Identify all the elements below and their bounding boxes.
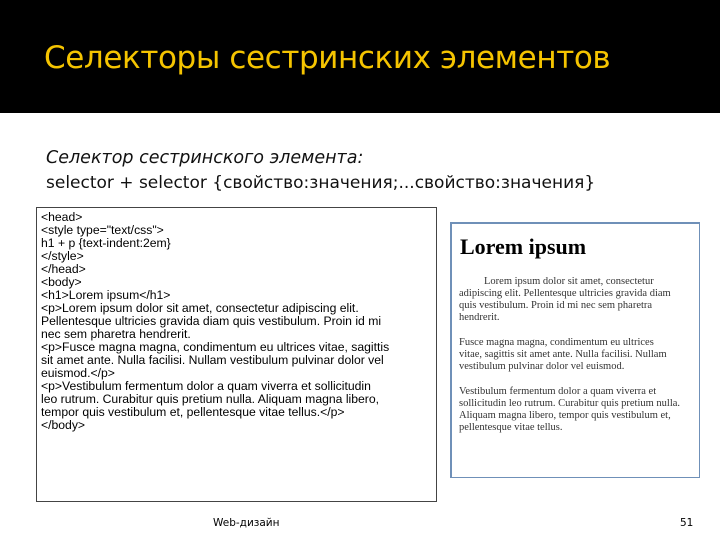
code-line: euismod.</p> <box>41 366 115 380</box>
preview-text-line: sollicitudin leo rutrum. Curabitur quis pretium nulla. <box>459 398 681 409</box>
preview-text-line: hendrerit. <box>459 312 500 323</box>
code-line: </body> <box>41 418 86 432</box>
code-line: tempor quis vestibulum et, pellentesque vitae tellus.</p> <box>41 405 345 419</box>
slide-subtitle: Селектор сестринского элемента: <box>46 148 364 168</box>
preview-text-line: vestibulum pulvinar dolor vel euismod. <box>459 361 625 372</box>
code-line: <p>Vestibulum fermentum dolor a quam viverra et sollicitudin <box>41 379 371 393</box>
title-bar <box>0 0 720 113</box>
code-line: h1 + p {text-indent:2em} <box>41 236 171 250</box>
code-line: <h1>Lorem ipsum</h1> <box>41 288 171 302</box>
slide-title: Селекторы сестринских элементов <box>44 40 611 76</box>
preview-text-line: vitae, sagittis sit amet ante. Nulla facilisi. Nullam <box>459 349 667 360</box>
code-line: nec sem pharetra hendrerit. <box>41 327 191 341</box>
code-line: <body> <box>41 275 82 289</box>
code-line: sit amet ante. Nulla facilisi. Nullam vestibulum pulvinar dolor vel <box>41 353 384 367</box>
code-line: <style type="text/css"> <box>41 223 164 237</box>
preview-text-line: Aliquam magna libero, tempor quis vestibulum et, <box>459 410 671 421</box>
code-line: </style> <box>41 249 84 263</box>
footer-label: Web-дизайн <box>213 517 280 529</box>
preview-text-line: adipiscing elit. Pellentesque ultricies gravida diam <box>459 288 671 299</box>
code-line: <p>Fusce magna magna, condimentum eu ultrices vitae, sagittis <box>41 340 390 354</box>
preview-heading: Lorem ipsum <box>460 234 587 259</box>
code-line: leo rutrum. Curabitur quis pretium nulla. Aliquam magna libero, <box>41 392 380 406</box>
preview-text-line: Vestibulum fermentum dolor a quam viverra et <box>459 386 657 397</box>
preview-text-line: Fusce magna magna, condimentum eu ultrices <box>459 337 654 348</box>
preview-text-line: pellentesque vitae tellus. <box>459 422 563 433</box>
browser-preview <box>450 222 700 478</box>
page-number: 51 <box>680 517 694 529</box>
code-line: Pellentesque ultricies gravida diam quis vestibulum. Proin id mi <box>41 314 382 328</box>
code-line: </head> <box>41 262 86 276</box>
code-listing <box>36 207 437 502</box>
preview-text-line: quis vestibulum. Proin id mi nec sem pharetra <box>459 300 653 311</box>
code-line: <head> <box>41 210 83 224</box>
preview-text-line: Lorem ipsum dolor sit amet, consectetur <box>484 276 654 287</box>
code-line: <p>Lorem ipsum dolor sit amet, consectetur adipiscing elit. <box>41 301 359 315</box>
selector-syntax: selector + selector {свойство:значения;...свойство:значения} <box>46 173 596 193</box>
